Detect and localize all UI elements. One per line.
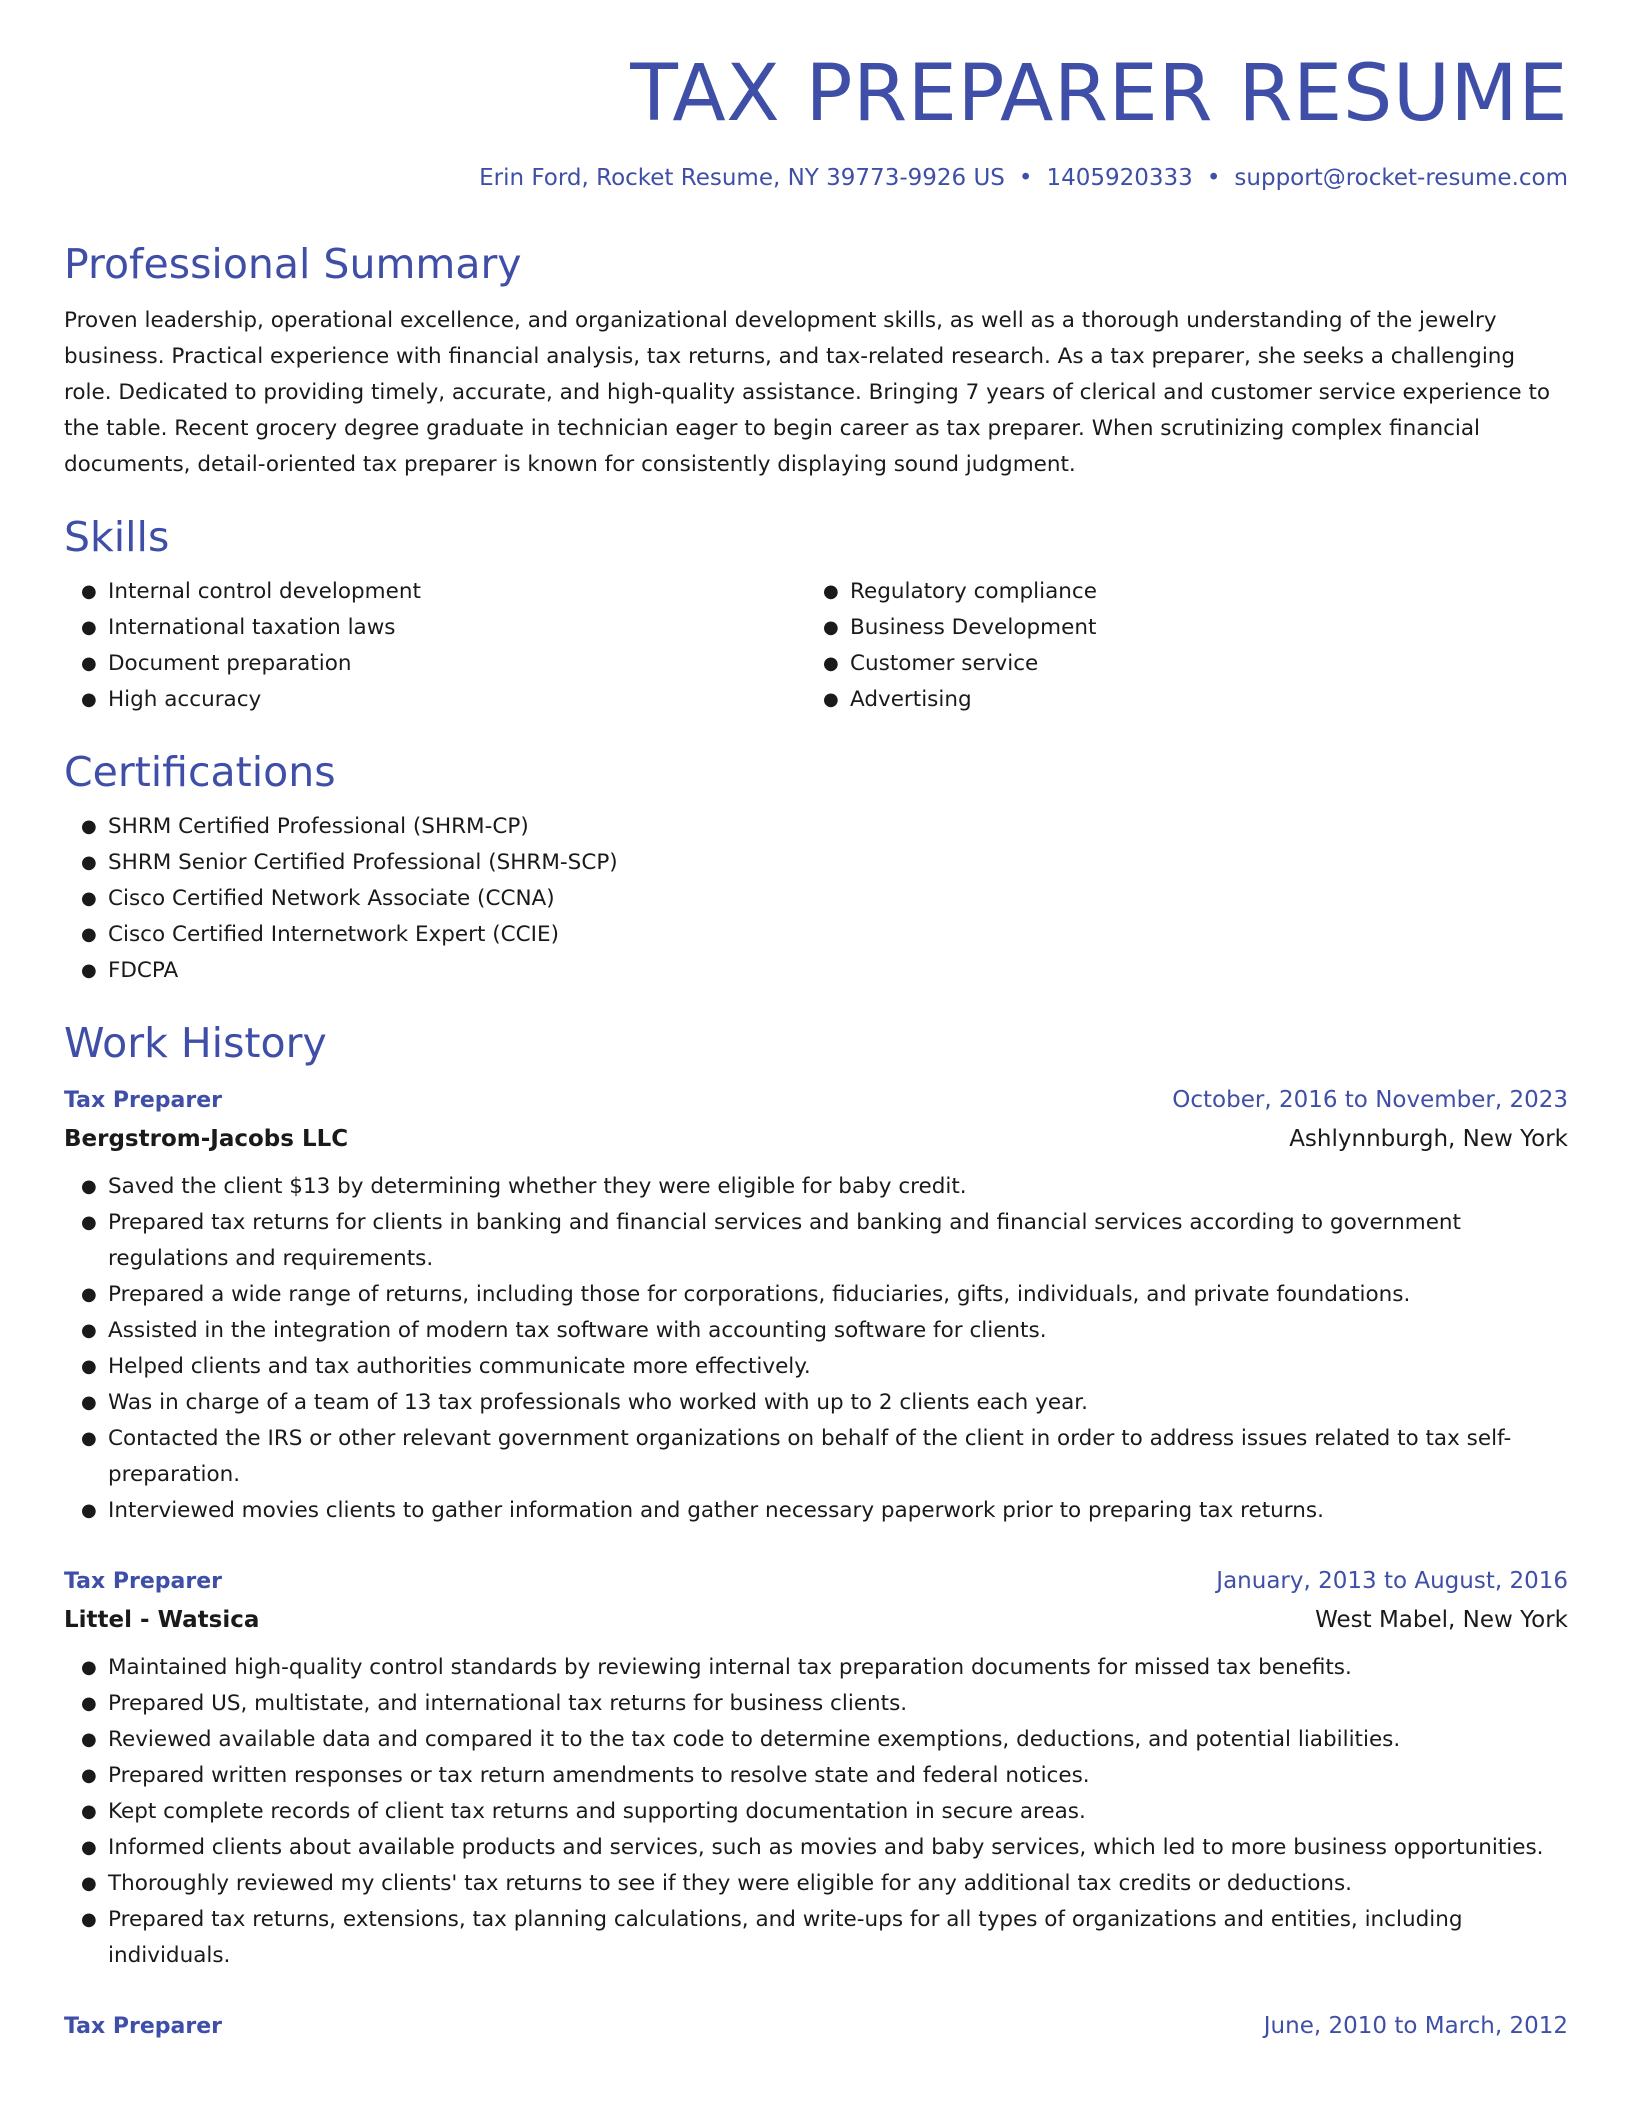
skills-column-left: [64, 574, 806, 718]
job-bullet: ● Assisted in the integration of modern tax software with accounting software for clients.: [108, 1313, 1568, 1349]
job-location: West Mabel, New York: [1315, 1607, 1568, 1634]
contact-line: [64, 164, 1568, 194]
summary-text: Proven leadership, operational excellence, and organizational development skills, as well as a thorough understanding of the jewelry business. Practical experience with financial analysis, tax returns, and tax-related research. As a tax preparer, she seeks a challenging role. Dedicated to providing timely, accurate, and high-quality assistance. Bringing 7 years of clerical and customer service experience to the table. Recent grocery degree graduate in technician eager to begin career as tax preparer. When scrutinizing complex financial documents, detail-oriented tax preparer is known for consistently displaying sound judgment.: [64, 307, 1551, 477]
job-bullet: ● Prepared a wide range of returns, including those for corporations, fiduciaries, gifts, individuals, and private foundations.: [108, 1277, 1568, 1313]
job-bullet: ● Informed clients about available products and services, such as movies and baby services, which led to more business opportunities.: [108, 1830, 1568, 1866]
job-bullet: ● Prepared US, multistate, and international tax returns for business clients.: [108, 1686, 1568, 1722]
bullet-icon: ●: [81, 580, 97, 602]
job-entry: [64, 1563, 1568, 1974]
certifications-list: [64, 809, 1568, 989]
bullet-icon: ●: [81, 1500, 97, 1522]
job-bullet: ● Prepared tax returns, extensions, tax planning calculations, and write-ups for all types of organizations and entities, including individuals.: [108, 1902, 1568, 1974]
job-dates: January, 2013 to August, 2016: [1216, 1568, 1568, 1595]
job-dates: October, 2016 to November, 2023: [1172, 1087, 1568, 1114]
bullet-icon: ●: [81, 1176, 97, 1198]
skill-item: ● International taxation laws: [108, 610, 806, 646]
bullet-icon: ●: [81, 1801, 97, 1823]
job-entry: [64, 2008, 1568, 2045]
bullet-icon: ●: [81, 816, 97, 838]
bullet-icon: ●: [81, 688, 97, 710]
contact-email: support@rocket-resume.com: [1234, 164, 1568, 191]
bullet-icon: ●: [81, 1693, 97, 1715]
skills-grid: [64, 574, 1568, 718]
job-bullet: ● Kept complete records of client tax returns and supporting documentation in secure areas.: [108, 1794, 1568, 1830]
certification-item: ● SHRM Senior Certified Professional (SHRM-SCP): [108, 845, 1568, 881]
bullet-icon: ●: [81, 888, 97, 910]
bullet-icon: ●: [81, 1765, 97, 1787]
job-bullet: ● Reviewed available data and compared it to the tax code to determine exemptions, deductions, and potential liabilities.: [108, 1722, 1568, 1758]
bullet-icon: ●: [823, 652, 839, 674]
job-company: Bergstrom-Jacobs LLC: [64, 1126, 349, 1153]
job-bullet: ● Helped clients and tax authorities communicate more effectively.: [108, 1349, 1568, 1385]
work-history-heading: Work History: [64, 1019, 327, 1068]
skill-item: ● Document preparation: [108, 646, 806, 682]
bullet-icon: ●: [81, 1212, 97, 1234]
certification-item: ● Cisco Certified Internetwork Expert (CCIE): [108, 917, 1568, 953]
skill-item: ● Advertising: [850, 682, 1548, 718]
bullet-icon: ●: [81, 1392, 97, 1414]
certification-item: ● SHRM Certified Professional (SHRM-CP): [108, 809, 1568, 845]
job-dates: June, 2010 to March, 2012: [1263, 2013, 1568, 2040]
bullet-icon: ●: [81, 924, 97, 946]
bullet-icon: ●: [81, 616, 97, 638]
bullet-icon: ●: [81, 1428, 97, 1450]
skill-item: ● Regulatory compliance: [850, 574, 1548, 610]
job-location: Ashlynnburgh, New York: [1289, 1126, 1568, 1153]
certification-item: ● Cisco Certified Network Associate (CCNA): [108, 881, 1568, 917]
contact-address: Erin Ford, Rocket Resume, NY 39773-9926 US: [479, 164, 1005, 191]
skill-item: ● Customer service: [850, 646, 1548, 682]
certification-item: ● FDCPA: [108, 953, 1568, 989]
job-bullet: ● Interviewed movies clients to gather information and gather necessary paperwork prior to preparing tax returns.: [108, 1493, 1568, 1529]
job-bullet: ● Contacted the IRS or other relevant government organizations on behalf of the client in order to address issues related to tax self-preparation.: [108, 1421, 1568, 1493]
bullet-icon: ●: [81, 1729, 97, 1751]
job-position: Tax Preparer: [64, 2014, 222, 2040]
bullet-icon: ●: [823, 580, 839, 602]
skill-item: ● Business Development: [850, 610, 1548, 646]
bullet-icon: ●: [81, 1284, 97, 1306]
bullet-icon: ●: [81, 652, 97, 674]
job-position: Tax Preparer: [64, 1569, 222, 1595]
bullet-icon: ●: [823, 616, 839, 638]
job-company: Littel - Watsica: [64, 1607, 260, 1634]
bullet-icon: ●: [81, 1837, 97, 1859]
skills-column-right: [806, 574, 1548, 718]
job-bullet-list: [64, 1169, 1568, 1529]
contact-separator: •: [1206, 164, 1221, 191]
job-bullet: ● Prepared written responses or tax return amendments to resolve state and federal notices.: [108, 1758, 1568, 1794]
contact-separator: •: [1018, 164, 1033, 191]
resume-title: TAX PREPARER RESUME: [630, 49, 1568, 139]
contact-phone: 1405920333: [1046, 164, 1193, 191]
skill-item: ● Internal control development: [108, 574, 806, 610]
bullet-icon: ●: [823, 688, 839, 710]
job-bullet: ● Was in charge of a team of 13 tax professionals who worked with up to 2 clients each year.: [108, 1385, 1568, 1421]
job-position: Tax Preparer: [64, 1088, 222, 1114]
bullet-icon: ●: [81, 1657, 97, 1679]
skills-heading: Skills: [64, 512, 170, 561]
resume-page: [64, 50, 1568, 2045]
skill-item: ● High accuracy: [108, 682, 806, 718]
bullet-icon: ●: [81, 1873, 97, 1895]
job-bullet: ● Thoroughly reviewed my clients' tax returns to see if they were eligible for any additional tax credits or deductions.: [108, 1866, 1568, 1902]
bullet-icon: ●: [81, 852, 97, 874]
certifications-heading: Certifications: [64, 747, 336, 796]
job-entry: [64, 1082, 1568, 1529]
bullet-icon: ●: [81, 1320, 97, 1342]
summary-heading: Professional Summary: [64, 239, 522, 288]
bullet-icon: ●: [81, 1909, 97, 1931]
bullet-icon: ●: [81, 960, 97, 982]
bullet-icon: ●: [81, 1356, 97, 1378]
job-bullet: ● Saved the client $13 by determining whether they were eligible for baby credit.: [108, 1169, 1568, 1205]
job-bullet: ● Maintained high-quality control standards by reviewing internal tax preparation documents for missed tax benefits.: [108, 1650, 1568, 1686]
job-bullet: ● Prepared tax returns for clients in banking and financial services and banking and financial services according to government regulations and requirements.: [108, 1205, 1568, 1277]
job-bullet-list: [64, 1650, 1568, 1974]
